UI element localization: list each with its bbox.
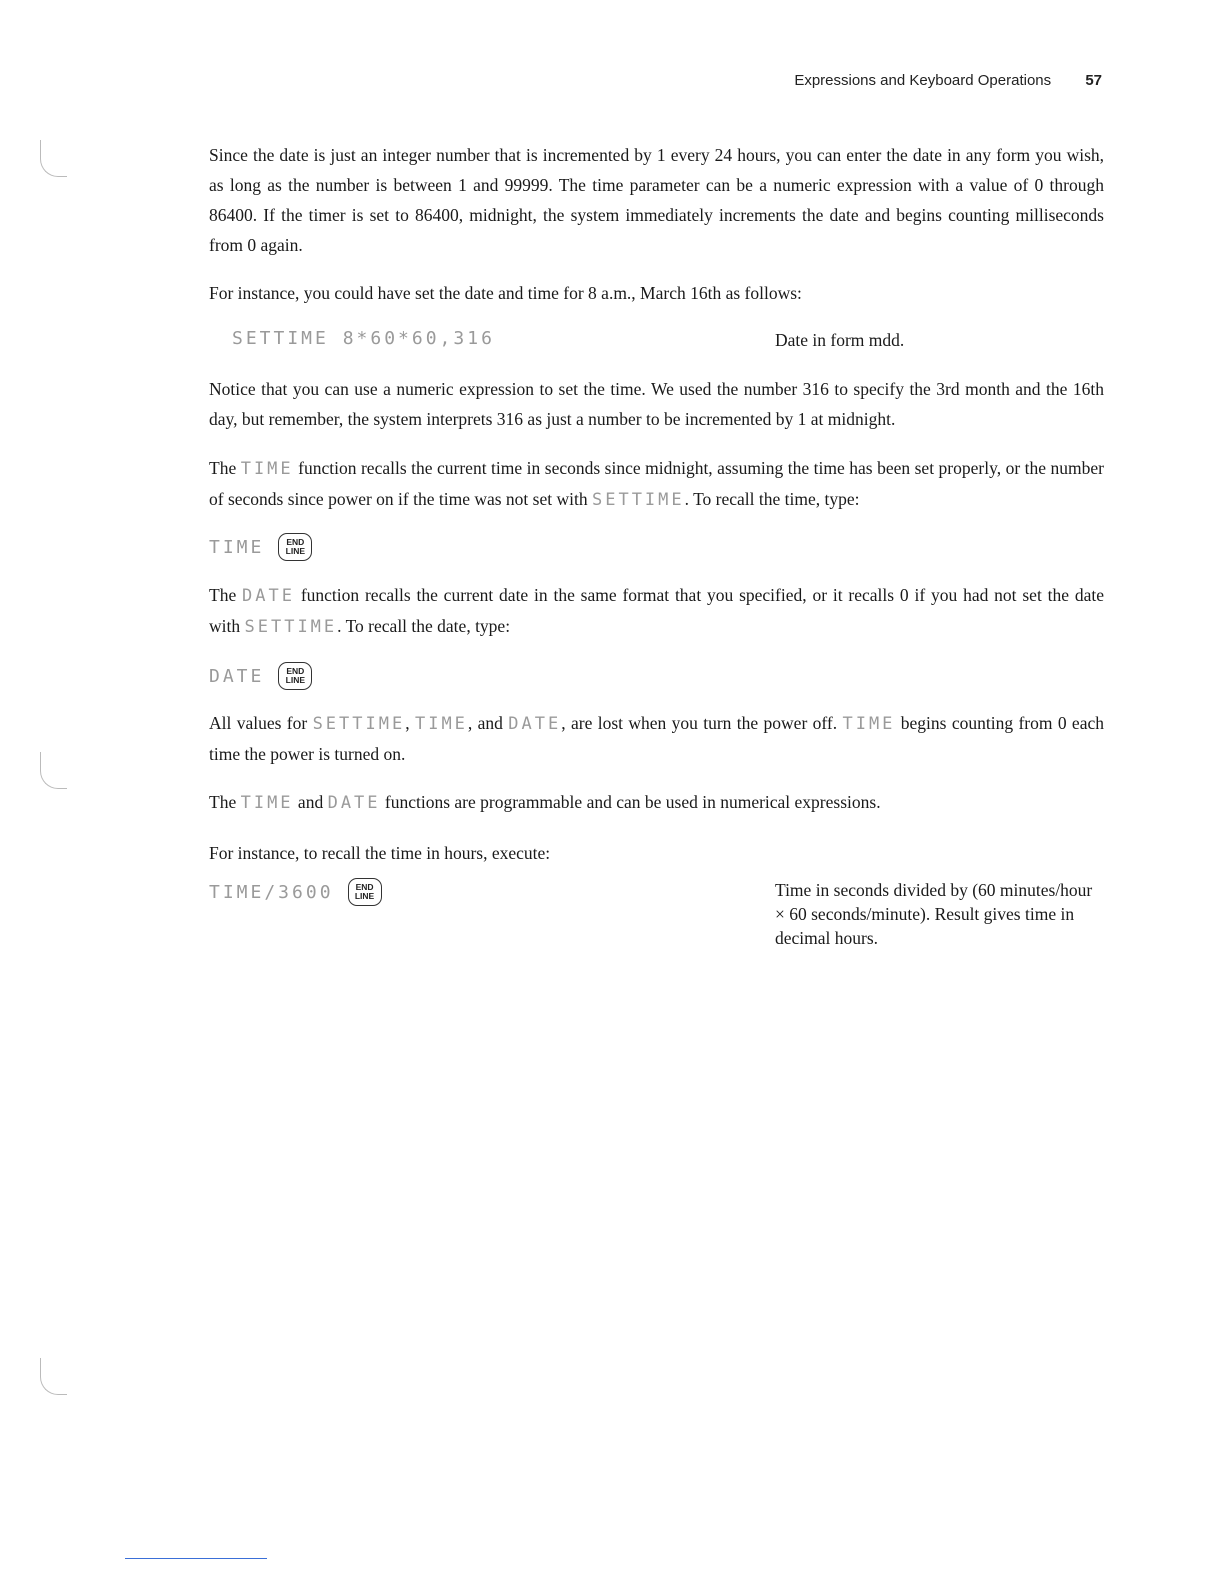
running-title: Expressions and Keyboard Operations <box>794 72 1052 89</box>
code-term: SETTIME <box>591 490 685 510</box>
code-term: TIME <box>240 459 294 479</box>
end-line-key-icon: END LINE <box>348 878 382 906</box>
code-term: SETTIME <box>244 617 338 637</box>
footer-rule <box>125 1558 267 1559</box>
code-text: SETTIME 8*60*60,316 <box>232 328 495 349</box>
paragraph-values-lost: All values for SETTIME, TIME, and DATE, are lost when you turn the power off. TIME begins counting from 0 each time the power is turned on. <box>209 713 1104 764</box>
code-example-date <box>209 662 312 690</box>
paragraph-date-function: The DATE function recalls the current date in the same format that you specified, or it recalls 0 if you had not set the date with SETTIME. To recall the date, type: <box>209 585 1104 637</box>
code-term: TIME <box>240 793 294 813</box>
code-text: TIME/3600 <box>209 881 334 903</box>
code-term: DATE <box>327 793 381 813</box>
page-number: 57 <box>1085 72 1102 89</box>
code-example-settime <box>232 328 495 349</box>
note-time-hours: Time in seconds divided by (60 minutes/hour × 60 seconds/minute). Result gives time in decimal hours. <box>775 880 1093 948</box>
end-line-key-icon: END LINE <box>278 533 312 561</box>
code-text: DATE <box>209 665 265 687</box>
paragraph-numeric-expression: Notice that you can use a numeric expression to set the time. We used the number 316 to specify the 3rd month and the 16th day, but remember, the system interprets 316 as just a number to be incremented by 1 at midnight. <box>209 379 1104 429</box>
code-term: DATE <box>242 586 295 606</box>
paragraph-time-function: The TIME function recalls the current time in seconds since midnight, assuming the time has been set properly, or the number of seconds since power on if the time was not set with SETTIME. To recall the time, type: <box>209 458 1104 510</box>
paragraph-date-range: Since the date is just an integer number that is incremented by 1 every 24 hours, you can enter the date in any form you wish, as long as the number is between 1 and 99999. The time parameter can be a numeric expression with a value of 0 through 86400. If the timer is set to 86400, midnight, the system immediately increments the date and begins counting milliseconds from 0 again. <box>209 145 1104 255</box>
paragraph-programmable: The TIME and DATE functions are programmable and can be used in numerical expressions. <box>209 792 881 813</box>
page-header <box>794 72 1102 89</box>
code-term: SETTIME <box>312 714 406 734</box>
code-example-time-hours <box>209 878 382 906</box>
code-term: TIME <box>842 714 896 734</box>
code-term: DATE <box>508 714 562 734</box>
margin-mark <box>40 1358 67 1395</box>
code-term: TIME <box>414 714 468 734</box>
end-line-key-icon: END LINE <box>278 662 312 690</box>
code-example-time <box>209 533 312 561</box>
note-date-form: Date in form mdd. <box>775 330 905 350</box>
paragraph-instance-settime: For instance, you could have set the date and time for 8 a.m., March 16th as follows: <box>209 283 802 303</box>
margin-mark <box>40 140 67 177</box>
paragraph-instance-hours: For instance, to recall the time in hours, execute: <box>209 843 551 863</box>
margin-mark <box>40 752 67 789</box>
code-text: TIME <box>209 536 265 558</box>
